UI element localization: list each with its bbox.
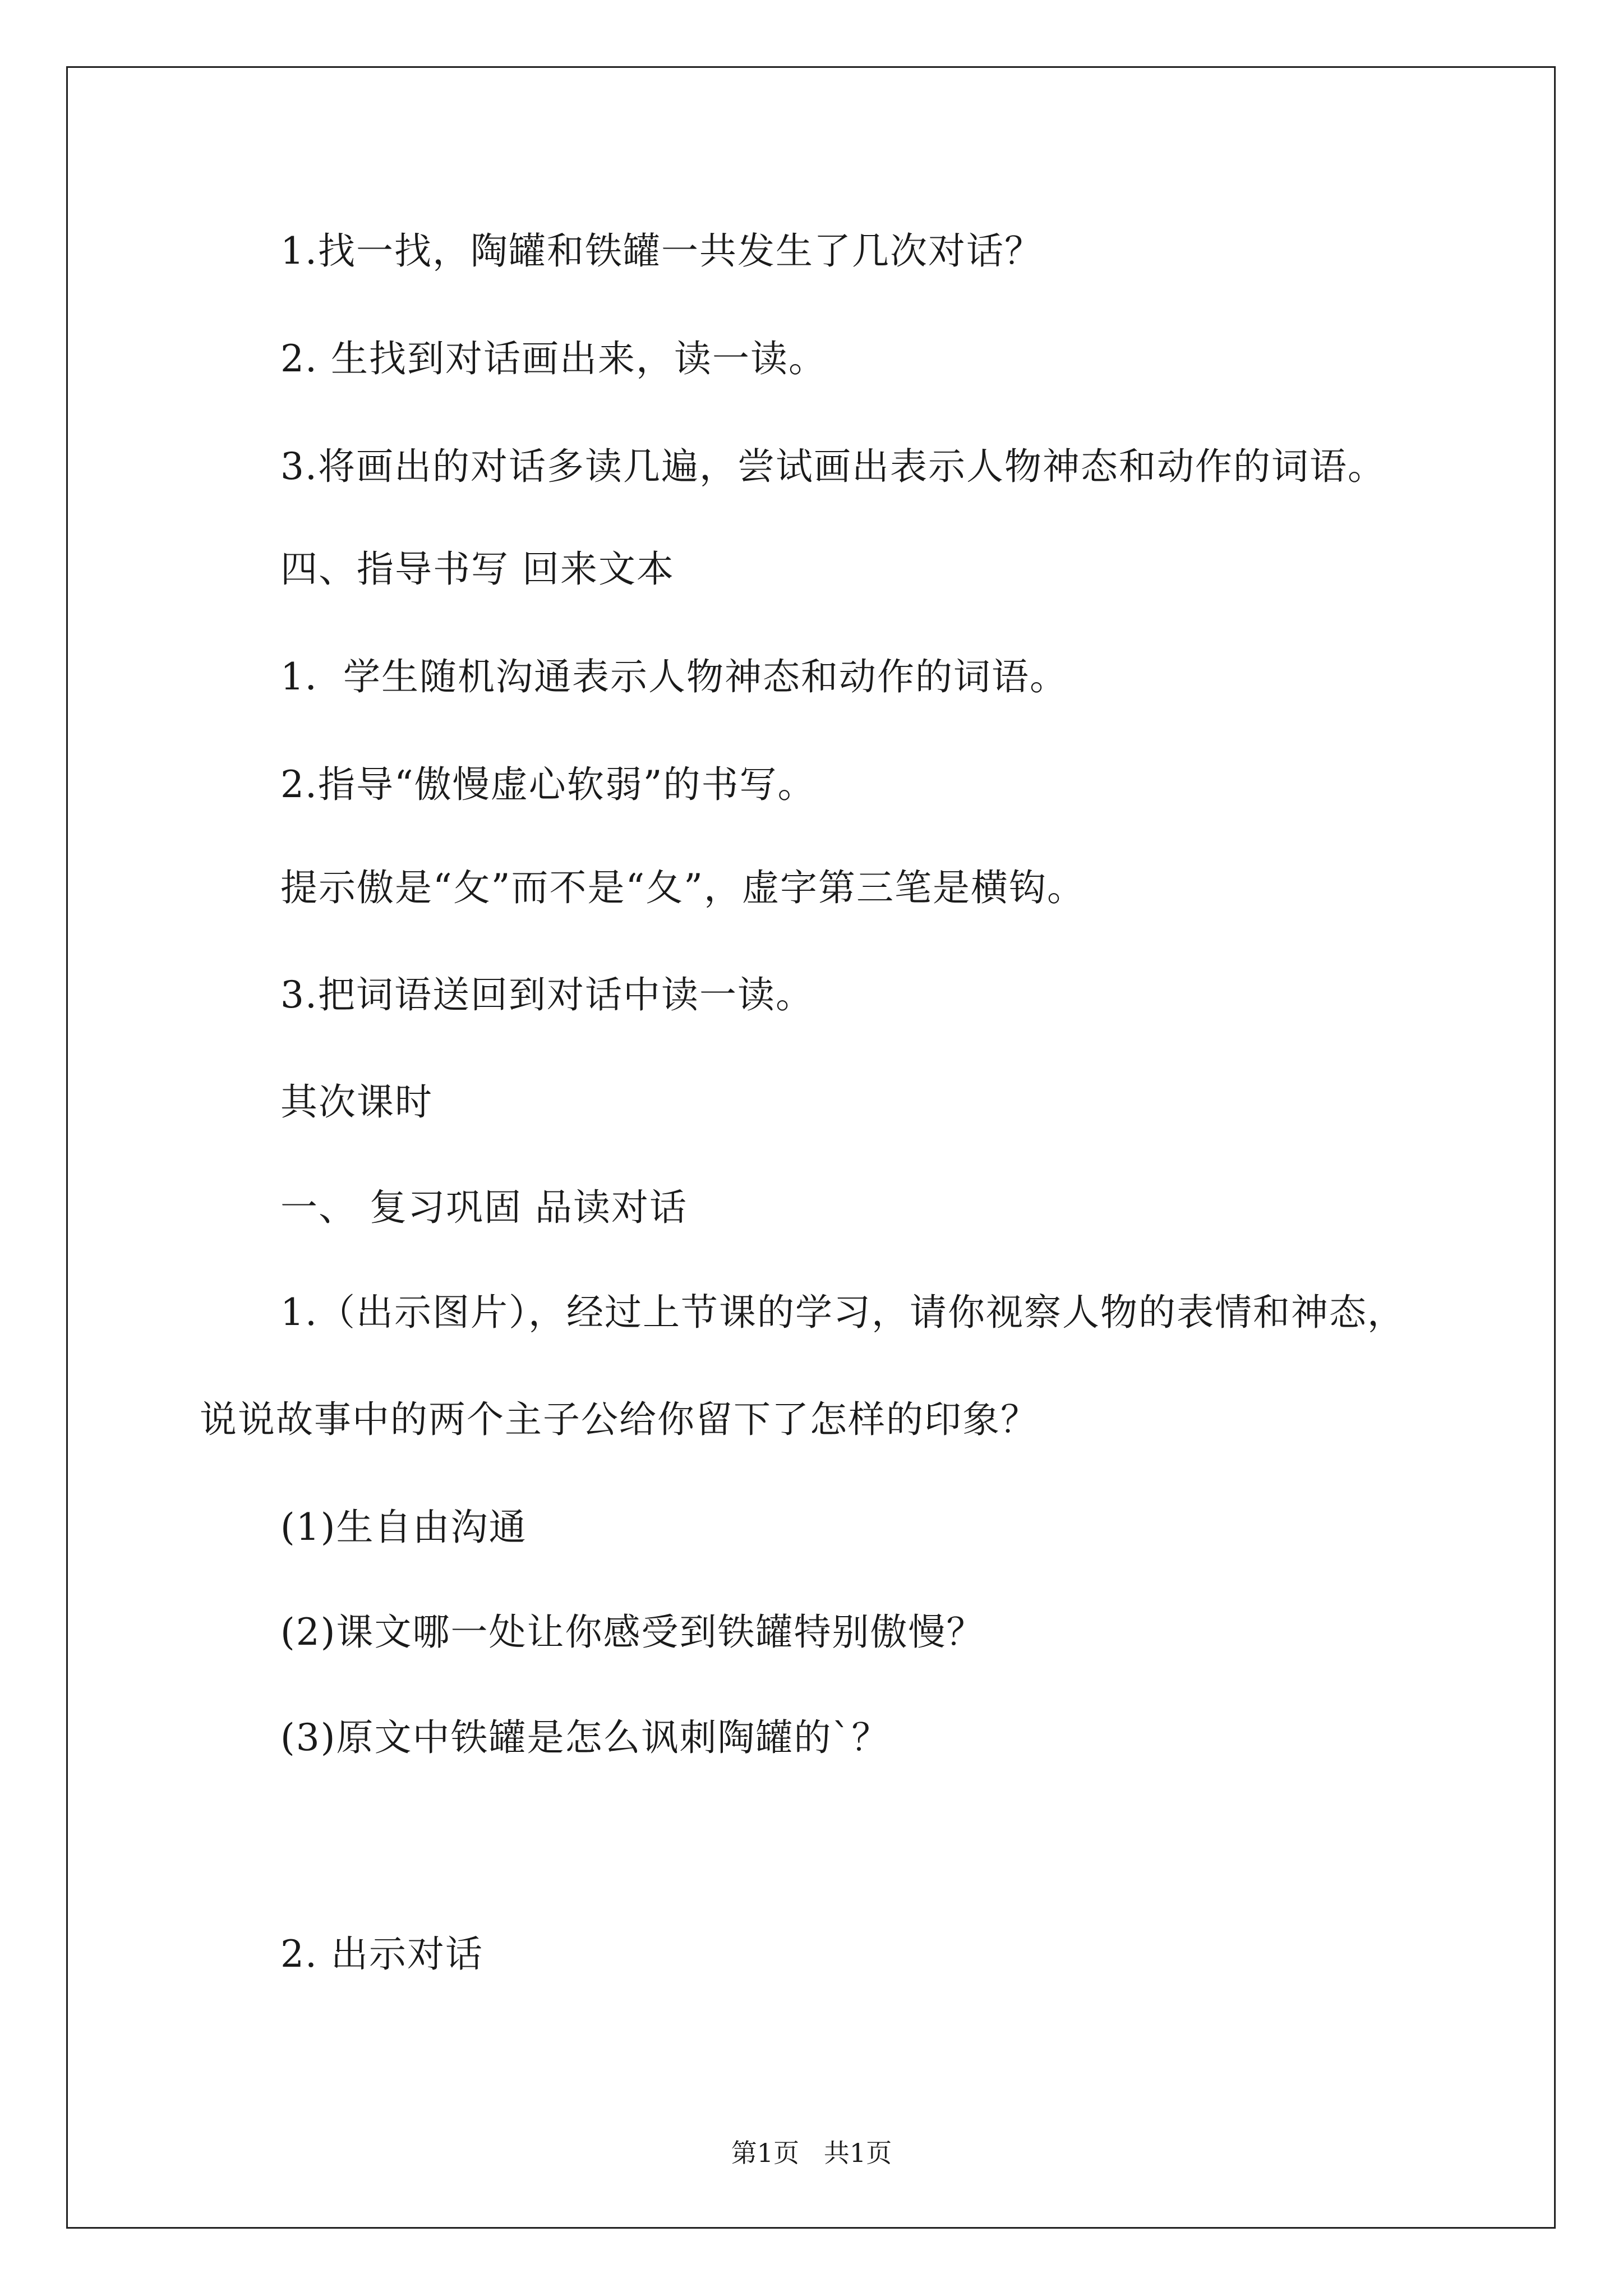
- text-line-8: 3.把词语送回到对话中读一读。: [280, 973, 814, 1016]
- text-line-13: (1)生自由沟通: [280, 1506, 527, 1549]
- text-line-7: 提示傲是“攵”而不是“夂”，虚字第三笔是横钩。: [280, 866, 1085, 909]
- text-line-11: 1.（出示图片），经过上节课的学习，请你视察人物的表情和神态，: [280, 1291, 1405, 1334]
- text-line-9: 其次课时: [280, 1080, 433, 1124]
- page-border: [66, 66, 1556, 2229]
- text-line-5: 1．学生随机沟通表示人物神态和动作的词语。: [280, 655, 1068, 698]
- text-line-1: 1.找一找，陶罐和铁罐一共发生了几次对话？: [280, 229, 1043, 273]
- text-line-2: 2. 生找到对话画出来，读一读。: [280, 337, 827, 380]
- text-line-3: 3.将画出的对话多读几遍，尝试画出表示人物神态和动作的词语。: [280, 445, 1386, 488]
- page-footer: 第1页 共1页: [731, 2138, 892, 2168]
- text-line-16: 2. 出示对话: [280, 1932, 483, 1976]
- text-line-15: (3)原文中铁罐是怎么讽刺陶罐的`？: [280, 1716, 890, 1759]
- text-line-4: 四、指导书写 回来文本: [280, 547, 675, 591]
- text-line-10: 一、 复习巩固 品读对话: [280, 1186, 688, 1229]
- text-line-6: 2.指导“傲慢虚心软弱”的书写。: [280, 763, 816, 806]
- text-line-12: 说说故事中的两个主子公给你留下了怎样的印象？: [200, 1398, 1039, 1441]
- text-line-14: (2)课文哪一处让你感受到铁罐特别傲慢？: [280, 1611, 985, 1654]
